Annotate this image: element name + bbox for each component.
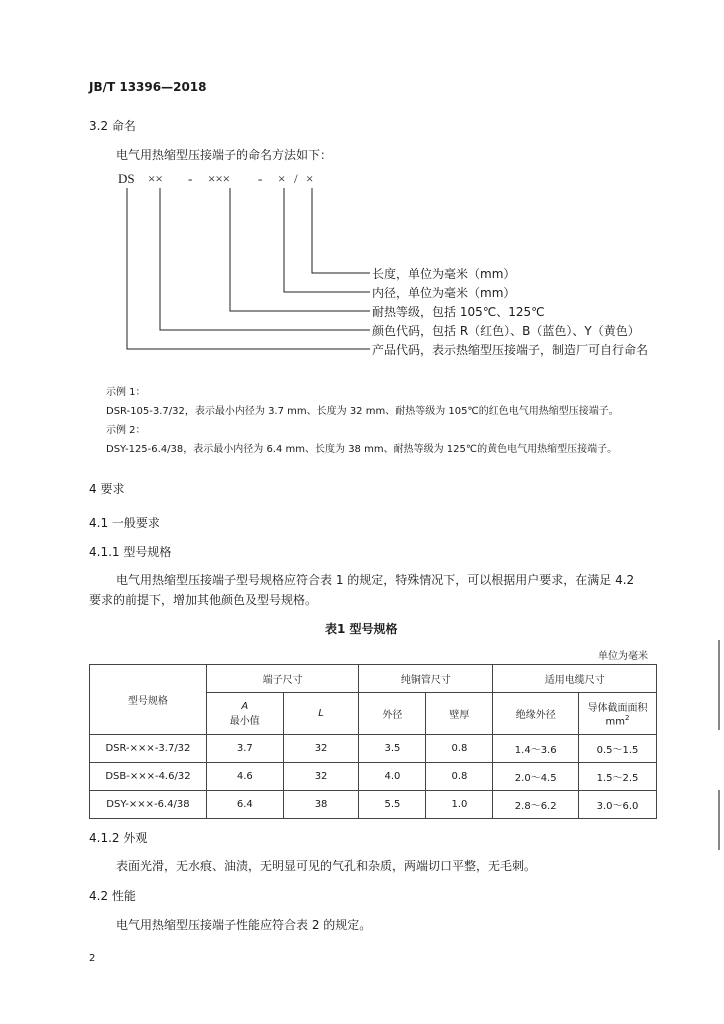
code-part-color: ××	[148, 171, 163, 186]
header-terminal: 端子尺寸	[206, 665, 359, 693]
callout-line-inner	[284, 188, 370, 292]
code-part-dash-2: -	[258, 171, 263, 186]
header-tube: 纯铜管尺寸	[359, 665, 493, 693]
table-1-unit: 单位为毫米	[598, 651, 648, 662]
section-4-1-2-text: 表面光滑，无水痕、油渍，无明显可见的气孔和杂质，两端切口平整，无毛刺。	[116, 859, 537, 873]
section-3-2-heading: 3.2 命名	[89, 119, 136, 133]
table-row: DSY-×××-6.4/38 6.4 38 5.5 1.0 2.8～6.2 3.0～6.0	[90, 791, 657, 819]
section-4-1-2-heading: 4.1.2 外观	[89, 831, 148, 845]
callout-line-length	[312, 188, 370, 273]
table-1-caption: 表1 型号规格	[325, 622, 398, 636]
standard-number: JB/T 13396—2018	[89, 80, 207, 94]
code-part-ds: DS	[118, 171, 135, 186]
scan-artifact	[718, 640, 720, 730]
code-part-length: ×	[306, 171, 314, 186]
page-number: 2	[89, 953, 96, 964]
callout-length: 长度，单位为毫米（mm）	[372, 267, 516, 281]
section-4-2-heading: 4.2 性能	[89, 889, 136, 903]
header-model: 型号规格	[90, 665, 207, 735]
section-4-1-heading: 4.1 一般要求	[89, 516, 160, 530]
section-4-1-1-para-line1: 电气用热缩型压接端子型号规格应符合表 1 的规定，特殊情况下，可以根据用户要求，在满足 4.2	[116, 573, 635, 587]
code-part-inner: ×	[278, 171, 286, 186]
code-part-dash-1: -	[188, 171, 193, 186]
section-4-1-1-para-line2: 要求的前提下，增加其他颜色及型号规格。	[89, 593, 318, 607]
code-part-slash: /	[294, 171, 298, 186]
scan-artifact	[718, 790, 720, 850]
table-row: DSB-×××-4.6/32 4.6 32 4.0 0.8 2.0～4.5 1.5～2.5	[90, 763, 657, 791]
header-wall: 壁厚	[426, 693, 493, 735]
example-1-label: 示例 1：	[106, 387, 146, 398]
example-1-text: DSR-105-3.7/32，表示最小内径为 3.7 mm、长度为 32 mm、耐热等级为 105℃的红色电气用热缩型压接端子。	[106, 406, 619, 417]
callout-line-product	[127, 188, 370, 349]
header-insul: 绝缘外径	[493, 693, 579, 735]
callout-inner: 内径，单位为毫米（mm）	[372, 286, 516, 300]
section-3-2-intro: 电气用热缩型压接端子的命名方法如下：	[116, 148, 333, 162]
spec-table	[89, 664, 657, 819]
header-cross: 导体截面面积 $mm^2$	[579, 693, 657, 735]
callout-line-color	[160, 188, 370, 330]
header-cable: 适用电缆尺寸	[493, 665, 657, 693]
header-l: L	[283, 693, 359, 735]
header-a: A 最小值	[206, 693, 283, 735]
section-4-2-text: 电气用热缩型压接端子性能应符合表 2 的规定。	[116, 918, 372, 932]
callout-product: 产品代码，表示热缩型压接端子，制造厂可自行命名	[372, 343, 649, 357]
section-4-heading: 4 要求	[89, 482, 125, 496]
callout-heat: 耐热等级，包括 105℃、125℃	[372, 305, 545, 319]
callout-line-heat	[230, 188, 370, 311]
code-part-heat: ×××	[208, 171, 230, 186]
section-4-1-1-heading: 4.1.1 型号规格	[89, 545, 172, 559]
header-outer: 外径	[359, 693, 426, 735]
example-2-text: DSY-125-6.4/38，表示最小内径为 6.4 mm、长度为 38 mm、耐热等级为 125℃的黄色电气用热缩型压接端子。	[106, 444, 618, 455]
callout-color: 颜色代码，包括 R（红色）、B（蓝色）、Y（黄色）	[372, 324, 640, 338]
table-row: DSR-×××-3.7/32 3.7 32 3.5 0.8 1.4～3.6 0.5～1.5	[90, 735, 657, 763]
example-2-label: 示例 2：	[106, 425, 146, 436]
